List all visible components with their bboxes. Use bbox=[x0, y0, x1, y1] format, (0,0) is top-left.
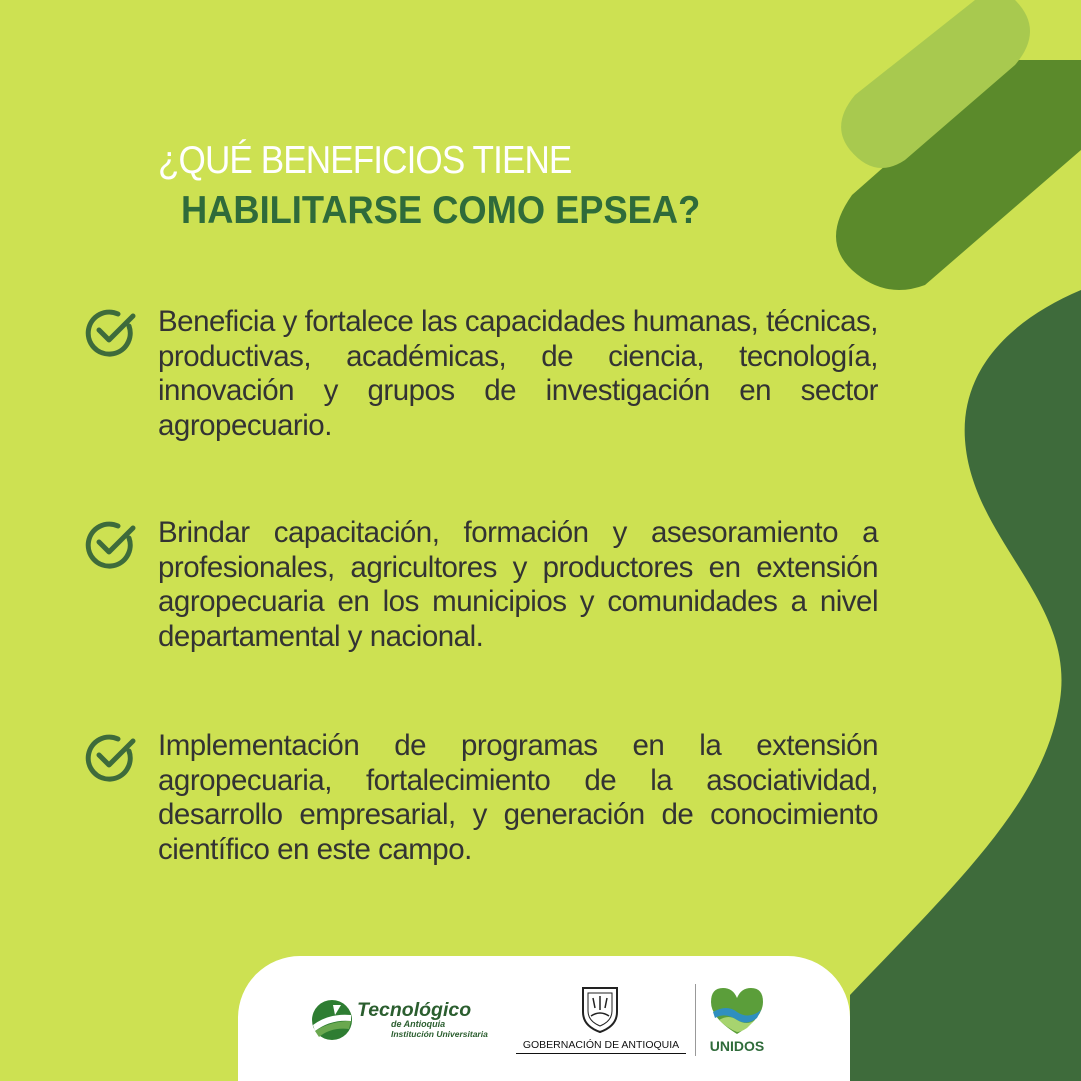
unidos-logo bbox=[701, 984, 773, 1056]
title-line-2: HABILITARSE COMO EPSEA? bbox=[181, 189, 701, 232]
unidos-heart-icon bbox=[707, 984, 767, 1036]
benefit-text-3: Implementación de programas en la extensión agropecuaria, fortalecimiento de la asociatividad, desarrollo empresarial, y generación de conocimiento científico en este campo. bbox=[158, 729, 878, 866]
logo-divider bbox=[695, 984, 696, 1056]
check-circle-icon bbox=[85, 306, 137, 358]
logo-bar bbox=[238, 956, 850, 1081]
check-circle-icon bbox=[85, 731, 137, 783]
benefit-text-2: Brindar capacitación, formación y asesoramiento a profesionales, agricultores y productores en extensión agropecuaria en los municipios y comunidades a nivel departamental y nacional. bbox=[158, 516, 878, 653]
title-line-1: ¿QUÉ BENEFICIOS TIENE bbox=[158, 139, 572, 182]
unidos-label: UNIDOS bbox=[709, 1038, 765, 1054]
gobernacion-logo bbox=[516, 984, 688, 1056]
tecnologico-logo-icon bbox=[311, 999, 353, 1041]
tecnologico-logo bbox=[311, 999, 506, 1043]
check-circle-icon bbox=[85, 518, 137, 570]
benefit-text-1: Beneficia y fortalece las capacidades humanas, técnicas, productivas, académicas, de ciencia, tecnología, innovación y grupos de investigación en sector agropecuario. bbox=[158, 305, 878, 442]
tecnologico-subtitle-1: de Antioquia bbox=[391, 1019, 446, 1029]
tecnologico-name: Tecnológico bbox=[357, 999, 472, 1021]
tecnologico-subtitle-2: Institución Universitaria bbox=[391, 1029, 488, 1039]
coat-of-arms-icon bbox=[579, 984, 621, 1034]
gobernacion-name: GOBERNACIÓN DE ANTIOQUIA bbox=[516, 1040, 686, 1054]
dark-green-wave bbox=[850, 290, 1081, 1081]
